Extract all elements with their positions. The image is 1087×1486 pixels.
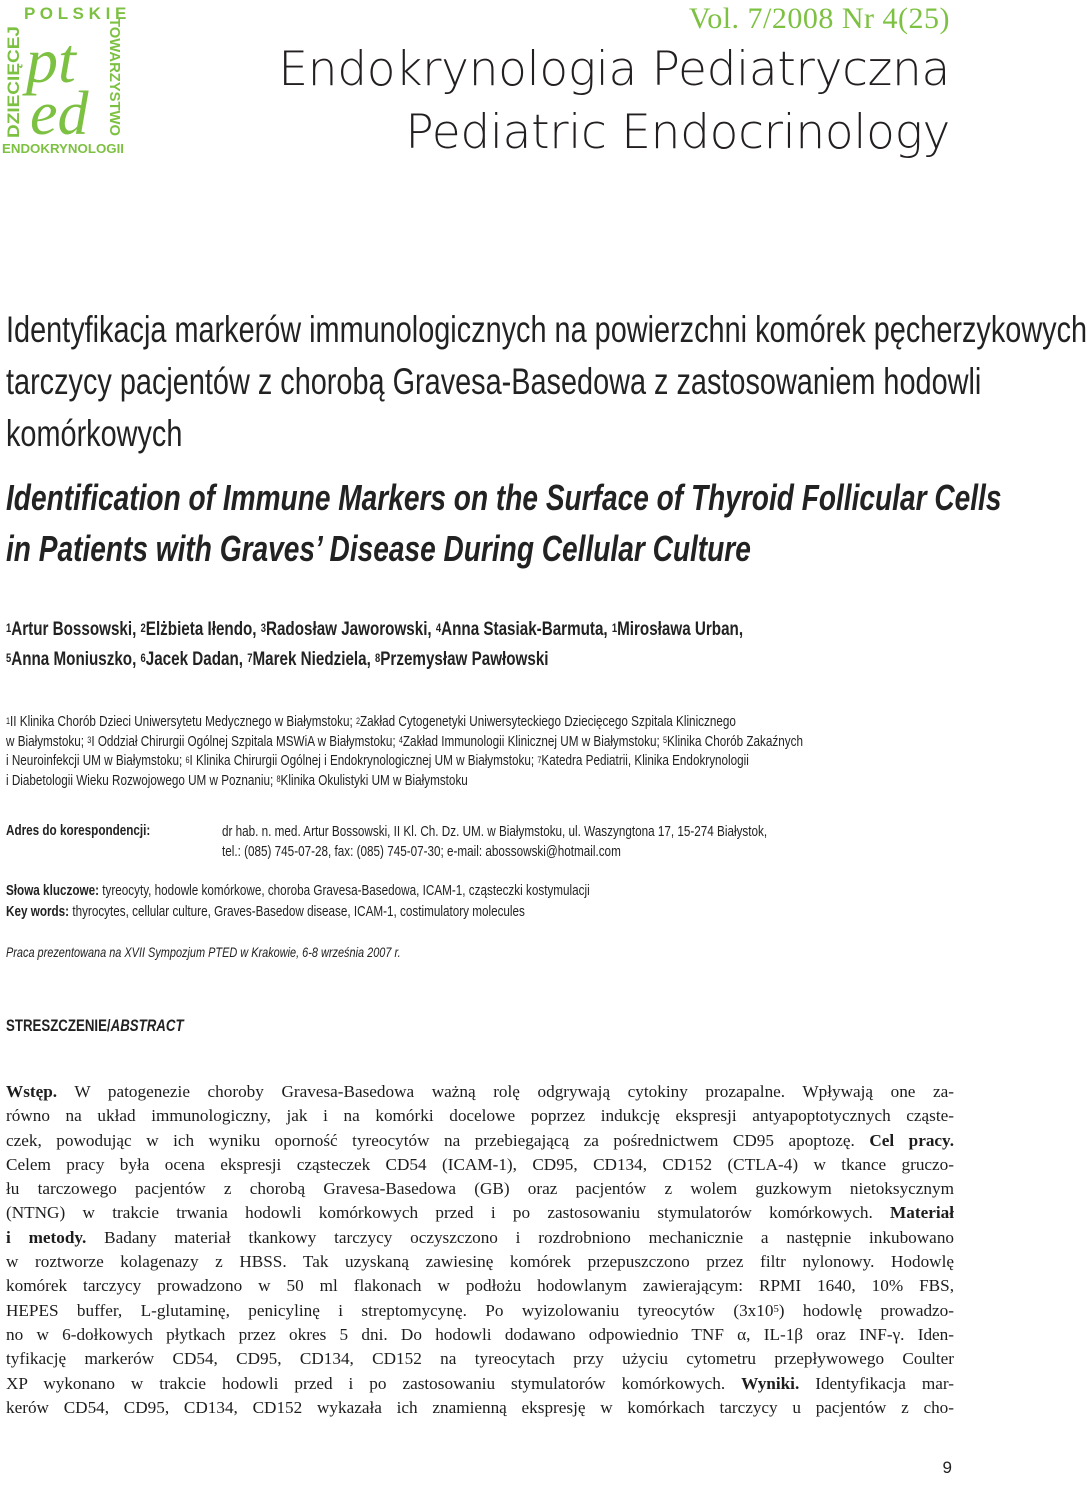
affil-sup: 1 — [6, 715, 11, 726]
abstract-heading — [6, 1016, 184, 1036]
abstract-text: łu tarczowego pacjentów z chorobą Gravesa-Basedowa (GB) oraz pacjentów z wolem guzkowym nietoksycznym — [6, 1179, 954, 1199]
logo-endokrynologii: ENDOKRYNOLOGII — [2, 141, 124, 156]
journal-logo — [0, 0, 128, 156]
logo-polskie: P O L S K I E — [24, 4, 127, 23]
abstract-line — [6, 1347, 954, 1371]
keywords-en-label: Key words: — [6, 903, 70, 920]
abstract-line — [6, 1104, 954, 1128]
author-affil-sup: 4 — [435, 621, 442, 636]
keywords-en-text: thyrocytes, cellular culture, Graves-Basedow disease, ICAM-1, costimulatory molecules — [69, 903, 525, 920]
abstract-text: XP wykonano w trakcie hodowli przed i po zastosowaniu stymulatorów komórkowych. — [6, 1373, 742, 1393]
abstract-section-label: Wstęp. — [6, 1082, 58, 1101]
affil-text: w Białymstoku; — [6, 732, 88, 750]
logo-mark-pt: pt — [26, 25, 76, 96]
abstract-text: W patogenezie choroby Gravesa-Basedowa ważną rolę odgrywają cytokiny prozapalne. Wpływają one za- — [57, 1082, 954, 1101]
abstract-text: Badany materiał tkankowy tarczycy oczyszczono i rozdrobniono mechanicznie a następnie inkubowano — [86, 1227, 955, 1247]
abstract-section-label: Materiał — [890, 1203, 954, 1223]
affiliation-line — [6, 771, 926, 791]
keywords-pl-text: tyreocyty, hodowle komórkowe, choroba Gravesa-Basedowa, ICAM-1, cząsteczki kostymulacji — [98, 882, 590, 899]
logo-side-left: DZIECIĘCEJ — [4, 37, 23, 138]
volume-info: Vol. 7/2008 Nr 4(25) — [688, 2, 950, 35]
abstract-section-label: i metody. — [6, 1227, 87, 1247]
author-affil-sup: 3 — [260, 621, 266, 636]
authors-line — [6, 614, 942, 644]
abstract-line — [6, 1372, 954, 1396]
journal-title-en: Pediatric Endocrinology — [405, 105, 950, 160]
keywords-en — [6, 901, 911, 922]
abstract-line — [6, 1323, 954, 1347]
author-affil-sup: 6 — [140, 651, 146, 666]
logo-side-right: TOWARZYSTWO — [106, 18, 122, 134]
abstract-text: Celem pracy była ocena ekspresji cząsteczek CD54 (ICAM-1), CD95, CD134, CD152 (CTLA-4) w tkance gruczo- — [6, 1154, 954, 1174]
affil-sup: 7 — [537, 754, 542, 765]
affil-sup: 5 — [663, 735, 668, 746]
page-number: 9 — [942, 1458, 952, 1477]
abstract-text: Identyfikacja mar- — [799, 1373, 954, 1393]
presentation-note: Praca prezentowana na XVII Sympozjum PTED w Krakowie, 6-8 września 2007 r. — [6, 944, 401, 960]
correspondence-label: Adres do korespondencji: — [6, 822, 151, 839]
abstract-text: w roztworze kolagenazy z HBSS. Tak uzyskaną zawiesinę komórek przepuszczono przez filtr nylonowy. Hodowlę — [6, 1252, 954, 1272]
affil-text: I Klinika Chirurgii Ogólnej i Endokrynologicznej UM w Białymstoku; — [189, 752, 538, 769]
author-affil-sup: 7 — [247, 651, 253, 666]
keywords — [6, 880, 911, 922]
article-title-en-line: in Patients with Graves’ Disease During Cellular Culture — [6, 528, 751, 569]
affiliation-line — [6, 712, 926, 732]
article-title-en — [6, 472, 1002, 574]
affil-sup: 2 — [355, 715, 361, 726]
abstract-line — [6, 1299, 954, 1323]
abstract-line — [6, 1153, 954, 1177]
abstract-heading-en: ABSTRACT — [110, 1016, 184, 1035]
authors — [6, 614, 942, 674]
affil-sup: 6 — [185, 754, 190, 765]
abstract-text: czek, powodując w ich wyniku oporność tyreocytów na przebiegającą za pośrednictwem CD95 apoptozę. — [6, 1130, 870, 1150]
article-title-pl-line: Identyfikacja markerów immunologicznych na powierzchni komórek pęcherzykowych — [6, 309, 1087, 350]
affil-sup: 8 — [276, 774, 281, 785]
abstract-text: równo na układ immunologiczny, jak i na komórki docelowe poprzez indukcję ekspresji antyapoptotycznych cząste- — [6, 1106, 954, 1126]
author-affil-sup: 1 — [6, 621, 12, 636]
author-name: Anna Stasiak-Barmuta, — [441, 618, 612, 640]
abstract-text: HEPES buffer, L-glutaminę, penicylinę i streptomycynę. Po wyizolowaniu tyreocytów (3x10 — [6, 1300, 774, 1320]
affil-text: Zakład Cytogenetyki Uniwersyteckiego Dziecięcego Szpitala Klinicznego — [360, 713, 736, 730]
abstract-line — [6, 1177, 954, 1201]
abstract-text: komórek tarczycy prowadzono w 50 ml flakonach w podłożu hodowlanym zawierającym: RPMI 1640, 10% FBS, — [6, 1276, 954, 1296]
authors-line — [6, 644, 942, 674]
abstract-line — [6, 1201, 954, 1225]
abstract-superscript: 5 — [773, 1304, 779, 1316]
author-name: Artur Bossowski, — [11, 618, 141, 640]
author-name: Mirosława Urban, — [617, 618, 744, 640]
affil-text: II Klinika Chorób Dzieci Uniwersytetu Medycznego w Białymstoku; — [10, 713, 356, 730]
abstract-text: no w 6-dołkowych płytkach przez okres 5 dni. Do hodowli dodawano odpowiednio TNF α, IL-1β oraz INF-γ. Iden- — [6, 1324, 954, 1344]
abstract-line — [6, 1129, 954, 1153]
affil-text: Klinika Okulistyki UM w Białymstoku — [280, 771, 468, 789]
keywords-pl — [6, 880, 911, 901]
author-affil-sup: 5 — [6, 651, 12, 666]
affil-text: i Neuroinfekcji UM w Białymstoku; — [6, 752, 186, 769]
abstract-body — [6, 1080, 954, 1420]
abstract-line — [6, 1274, 954, 1298]
author-name: Przemysław Pawłowski — [380, 648, 549, 670]
abstract-text: ) hodowlę prowadzo- — [778, 1300, 954, 1320]
author-name: Anna Moniuszko, — [11, 648, 141, 670]
article-title-en-line: Identification of Immune Markers on the Surface of Thyroid Follicular Cells — [6, 477, 1002, 518]
abstract-line — [6, 1226, 954, 1250]
author-name: Jacek Dadan, — [145, 648, 248, 670]
abstract-section-label: Cel pracy. — [869, 1130, 954, 1150]
abstract-heading-pl: STRESZCZENIE/ — [6, 1016, 111, 1035]
keywords-pl-label: Słowa kluczowe: — [6, 882, 99, 899]
journal-title-pl: Endokrynologia Pediatryczna — [278, 42, 950, 97]
affiliations — [6, 712, 926, 790]
abstract-line — [6, 1250, 954, 1274]
author-name: Marek Niedziela, — [252, 648, 376, 670]
correspondence-line: tel.: (085) 745-07-28, fax: (085) 745-07-30; e-mail: abossowski@hotmail.com — [222, 843, 621, 860]
affiliation-line — [6, 732, 926, 752]
affil-sup: 4 — [398, 735, 403, 746]
affil-text: I Oddział Chirurgii Ogólnej Szpitala MSWiA w Białymstoku; — [91, 732, 399, 750]
affil-text: Katedra Pediatrii, Klinika Endokrynologii — [541, 752, 749, 769]
logo-mark-ed: ed — [30, 80, 89, 148]
affil-text: Zakład Immunologii Klinicznej UM w Białymstoku; — [402, 732, 664, 750]
article-title-pl — [6, 304, 1087, 460]
affil-text: Klinika Chorób Zakaźnych — [667, 732, 803, 750]
article-title-pl-line: tarczycy pacjentów z chorobą Gravesa-Basedowa z zastosowaniem hodowli — [6, 361, 982, 402]
author-affil-sup: 2 — [140, 621, 146, 636]
abstract-text: (NTNG) w trakcie trwania hodowli komórkowych przed i po zastosowaniu stymulatorów komórkowych. — [6, 1203, 891, 1223]
article-title-pl-line: komórkowych — [6, 413, 183, 454]
abstract-section-label: Wyniki. — [741, 1373, 800, 1393]
author-name: Elżbieta Iłendo, — [145, 618, 261, 640]
abstract-line — [6, 1396, 954, 1420]
author-name: Radosław Jaworowski, — [265, 618, 436, 640]
correspondence-address — [222, 822, 924, 862]
affiliation-line — [6, 751, 926, 771]
affil-sup: 3 — [87, 735, 92, 746]
abstract-text: tyfikację markerów CD54, CD95, CD134, CD152 na tyreocytach przy użyciu cytometru przepływowego Coulter — [6, 1349, 954, 1369]
affil-text: i Diabetologii Wieku Rozwojowego UM w Poznaniu; — [6, 771, 277, 789]
correspondence-line: dr hab. n. med. Artur Bossowski, II Kl. Ch. Dz. UM. w Białymstoku, ul. Waszyngtona 17, 15-274 Białystok, — [222, 823, 768, 840]
abstract-line — [6, 1080, 954, 1104]
author-affil-sup: 1 — [611, 621, 618, 636]
abstract-text: kerów CD54, CD95, CD134, CD152 wykazała ich znamienną ekspresję w komórkach tarczycy u pacjentów z cho- — [6, 1397, 954, 1417]
author-affil-sup: 8 — [375, 651, 381, 666]
